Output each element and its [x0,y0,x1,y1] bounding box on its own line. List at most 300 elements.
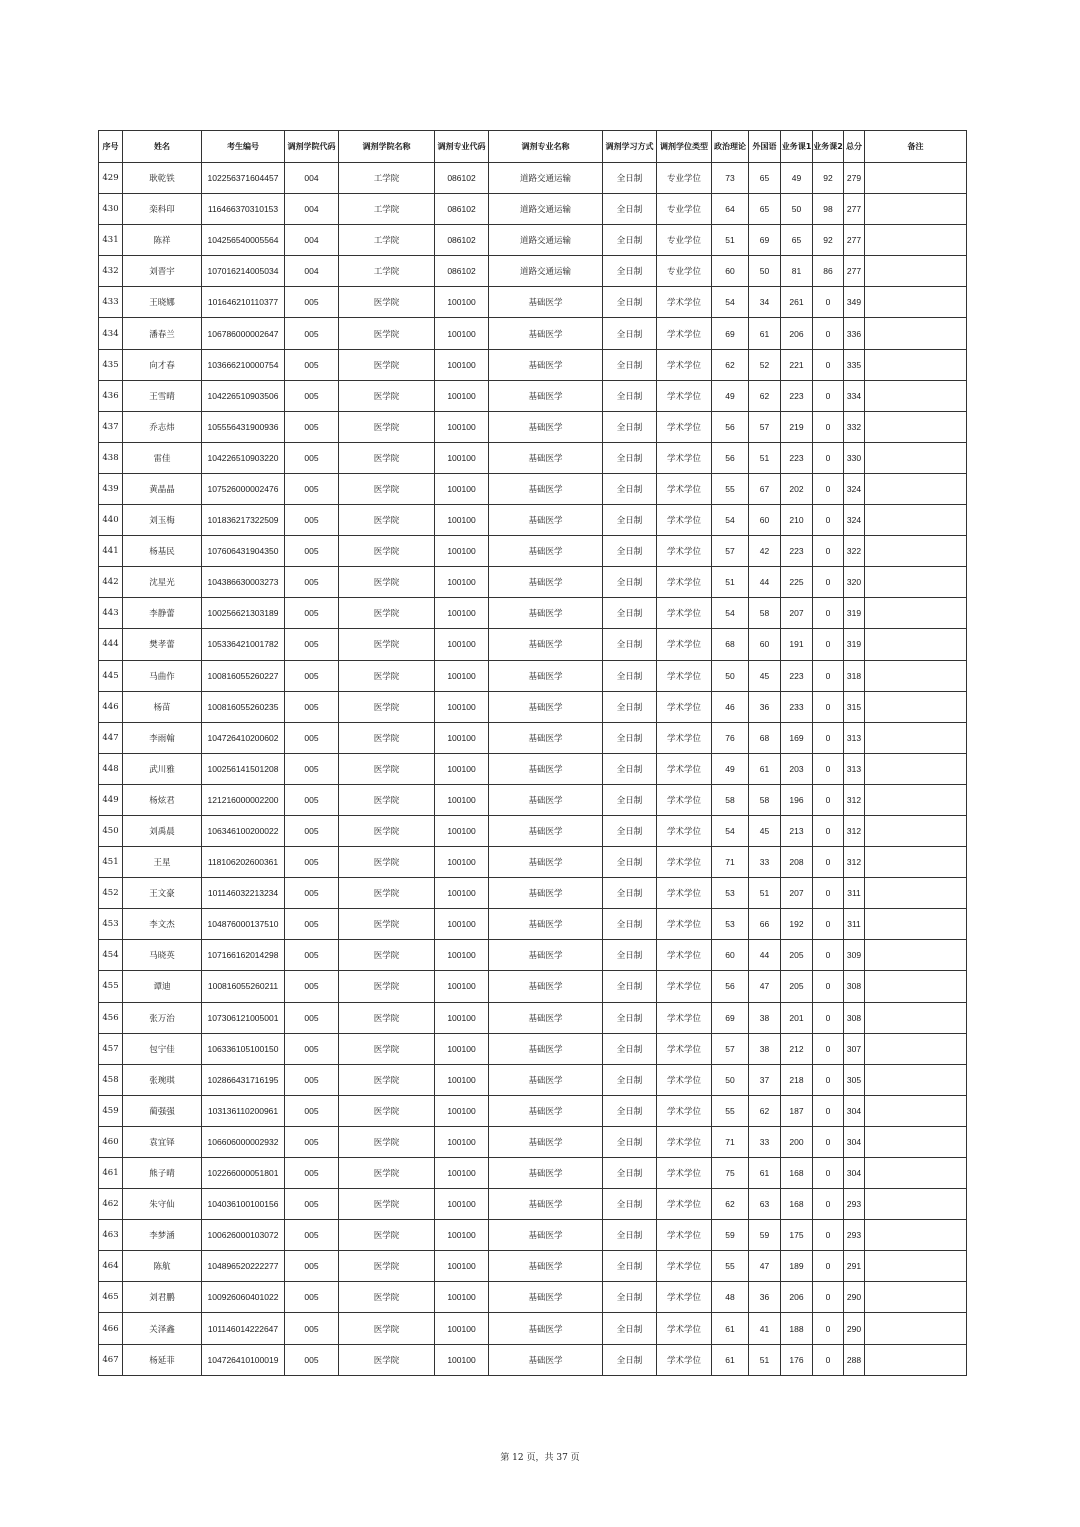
seq-cell: 441 [99,536,123,567]
course2-cell: 0 [813,1189,844,1220]
course1-cell: 205 [781,940,813,971]
foreign-language-cell: 36 [749,1282,781,1313]
course1-cell: 233 [781,691,813,722]
table-row [99,505,967,536]
table-row [99,1220,967,1251]
course1-cell: 219 [781,411,813,442]
course1-cell: 192 [781,909,813,940]
admission-table [98,130,967,1376]
name-cell: 杨炫君 [123,784,202,815]
degree-type-cell: 学术学位 [657,629,712,660]
seq-cell: 463 [99,1220,123,1251]
course2-cell: 98 [813,194,844,225]
politics-cell: 73 [712,163,749,194]
course1-cell: 168 [781,1189,813,1220]
exam-id-cell: 101146014222647 [202,1313,285,1344]
remark-cell [865,349,967,380]
politics-cell: 50 [712,1064,749,1095]
study-mode-cell: 全日制 [603,473,657,504]
header-cell: 备注 [865,131,967,163]
college-name-cell: 医学院 [339,380,435,411]
politics-cell: 51 [712,567,749,598]
course1-cell: 206 [781,1282,813,1313]
college-code-cell: 005 [285,411,339,442]
table-row [99,1033,967,1064]
study-mode-cell: 全日制 [603,318,657,349]
remark-cell [865,598,967,629]
politics-cell: 76 [712,722,749,753]
major-name-cell: 基础医学 [489,536,603,567]
college-code-cell: 005 [285,784,339,815]
name-cell: 潘春兰 [123,318,202,349]
study-mode-cell: 全日制 [603,411,657,442]
study-mode-cell: 全日制 [603,878,657,909]
name-cell: 向才春 [123,349,202,380]
foreign-language-cell: 51 [749,442,781,473]
table-row [99,753,967,784]
foreign-language-cell: 38 [749,1033,781,1064]
major-name-cell: 基础医学 [489,878,603,909]
study-mode-cell: 全日制 [603,1033,657,1064]
total-cell: 308 [844,971,865,1002]
politics-cell: 53 [712,878,749,909]
major-name-cell: 基础医学 [489,349,603,380]
degree-type-cell: 学术学位 [657,411,712,442]
politics-cell: 55 [712,473,749,504]
seq-cell: 457 [99,1033,123,1064]
course1-cell: 81 [781,256,813,287]
remark-cell [865,1251,967,1282]
table-row [99,847,967,878]
table-row [99,1064,967,1095]
college-name-cell: 医学院 [339,287,435,318]
foreign-language-cell: 38 [749,1002,781,1033]
college-code-cell: 005 [285,1282,339,1313]
college-name-cell: 医学院 [339,753,435,784]
study-mode-cell: 全日制 [603,536,657,567]
total-cell: 313 [844,753,865,784]
major-name-cell: 基础医学 [489,722,603,753]
politics-cell: 50 [712,660,749,691]
degree-type-cell: 专业学位 [657,225,712,256]
major-code-cell: 100100 [435,660,489,691]
foreign-language-cell: 63 [749,1189,781,1220]
major-code-cell: 100100 [435,1158,489,1189]
total-cell: 312 [844,784,865,815]
table-row [99,380,967,411]
college-code-cell: 005 [285,318,339,349]
study-mode-cell: 全日制 [603,722,657,753]
seq-cell: 443 [99,598,123,629]
foreign-language-cell: 61 [749,753,781,784]
name-cell: 马曲作 [123,660,202,691]
exam-id-cell: 101146032213234 [202,878,285,909]
college-code-cell: 005 [285,1158,339,1189]
course2-cell: 0 [813,909,844,940]
college-name-cell: 医学院 [339,629,435,660]
major-name-cell: 基础医学 [489,1344,603,1375]
total-cell: 334 [844,380,865,411]
politics-cell: 60 [712,256,749,287]
politics-cell: 59 [712,1220,749,1251]
major-code-cell: 100100 [435,1189,489,1220]
total-cell: 279 [844,163,865,194]
course2-cell: 0 [813,598,844,629]
degree-type-cell: 学术学位 [657,753,712,784]
total-cell: 291 [844,1251,865,1282]
college-name-cell: 医学院 [339,1344,435,1375]
course1-cell: 213 [781,815,813,846]
seq-cell: 467 [99,1344,123,1375]
major-name-cell: 基础医学 [489,505,603,536]
course1-cell: 49 [781,163,813,194]
total-cell: 309 [844,940,865,971]
politics-cell: 54 [712,505,749,536]
course2-cell: 0 [813,1282,844,1313]
foreign-language-cell: 44 [749,567,781,598]
college-code-cell: 004 [285,194,339,225]
college-code-cell: 005 [285,505,339,536]
degree-type-cell: 学术学位 [657,536,712,567]
table-body [99,163,967,1376]
exam-id-cell: 103136110200961 [202,1095,285,1126]
remark-cell [865,815,967,846]
course2-cell: 0 [813,411,844,442]
politics-cell: 55 [712,1251,749,1282]
name-cell: 李文杰 [123,909,202,940]
degree-type-cell: 学术学位 [657,1126,712,1157]
course2-cell: 0 [813,971,844,1002]
foreign-language-cell: 44 [749,940,781,971]
exam-id-cell: 100926060401022 [202,1282,285,1313]
major-code-cell: 100100 [435,287,489,318]
course1-cell: 175 [781,1220,813,1251]
college-code-cell: 004 [285,225,339,256]
major-name-cell: 道路交通运输 [489,163,603,194]
college-name-cell: 医学院 [339,598,435,629]
college-code-cell: 005 [285,380,339,411]
total-cell: 311 [844,878,865,909]
table-row [99,1251,967,1282]
exam-id-cell: 100626000103072 [202,1220,285,1251]
table-row [99,1095,967,1126]
college-code-cell: 005 [285,940,339,971]
course2-cell: 0 [813,629,844,660]
foreign-language-cell: 47 [749,1251,781,1282]
foreign-language-cell: 45 [749,815,781,846]
remark-cell [865,442,967,473]
course2-cell: 0 [813,318,844,349]
exam-id-cell: 107606431904350 [202,536,285,567]
college-name-cell: 医学院 [339,691,435,722]
degree-type-cell: 学术学位 [657,1158,712,1189]
name-cell: 关泽鑫 [123,1313,202,1344]
college-code-cell: 005 [285,349,339,380]
major-code-cell: 100100 [435,1064,489,1095]
course2-cell: 0 [813,349,844,380]
politics-cell: 57 [712,1033,749,1064]
degree-type-cell: 学术学位 [657,1251,712,1282]
degree-type-cell: 学术学位 [657,567,712,598]
study-mode-cell: 全日制 [603,815,657,846]
name-cell: 王晓娜 [123,287,202,318]
table-row [99,1002,967,1033]
foreign-language-cell: 47 [749,971,781,1002]
college-code-cell: 005 [285,473,339,504]
major-code-cell: 100100 [435,473,489,504]
table-row [99,287,967,318]
study-mode-cell: 全日制 [603,1282,657,1313]
seq-cell: 444 [99,629,123,660]
major-name-cell: 基础医学 [489,660,603,691]
degree-type-cell: 学术学位 [657,442,712,473]
table-row [99,442,967,473]
college-name-cell: 医学院 [339,1033,435,1064]
remark-cell [865,1095,967,1126]
remark-cell [865,940,967,971]
total-cell: 322 [844,536,865,567]
seq-cell: 450 [99,815,123,846]
college-name-cell: 医学院 [339,1189,435,1220]
exam-id-cell: 101646210110377 [202,287,285,318]
course2-cell: 92 [813,163,844,194]
total-cell: 336 [844,318,865,349]
politics-cell: 53 [712,909,749,940]
exam-id-cell: 100816055260235 [202,691,285,722]
seq-cell: 447 [99,722,123,753]
major-name-cell: 基础医学 [489,1313,603,1344]
remark-cell [865,1313,967,1344]
college-name-cell: 医学院 [339,1002,435,1033]
foreign-language-cell: 52 [749,349,781,380]
major-name-cell: 道路交通运输 [489,225,603,256]
college-name-cell: 医学院 [339,1251,435,1282]
name-cell: 李雨翰 [123,722,202,753]
study-mode-cell: 全日制 [603,629,657,660]
college-code-cell: 005 [285,442,339,473]
seq-cell: 434 [99,318,123,349]
college-name-cell: 工学院 [339,256,435,287]
college-name-cell: 医学院 [339,536,435,567]
politics-cell: 56 [712,411,749,442]
course1-cell: 189 [781,1251,813,1282]
major-name-cell: 基础医学 [489,815,603,846]
college-name-cell: 医学院 [339,971,435,1002]
study-mode-cell: 全日制 [603,971,657,1002]
total-cell: 319 [844,598,865,629]
foreign-language-cell: 60 [749,505,781,536]
name-cell: 杨基民 [123,536,202,567]
course1-cell: 225 [781,567,813,598]
course1-cell: 221 [781,349,813,380]
degree-type-cell: 学术学位 [657,1344,712,1375]
degree-type-cell: 学术学位 [657,380,712,411]
total-cell: 290 [844,1313,865,1344]
course2-cell: 0 [813,940,844,971]
study-mode-cell: 全日制 [603,287,657,318]
total-cell: 277 [844,256,865,287]
foreign-language-cell: 60 [749,629,781,660]
exam-id-cell: 106606000002932 [202,1126,285,1157]
header-cell: 业务课1 [781,131,813,163]
header-cell: 调剂专业代码 [435,131,489,163]
header-cell: 考生编号 [202,131,285,163]
exam-id-cell: 100256141501208 [202,753,285,784]
exam-id-cell: 106786000002647 [202,318,285,349]
college-code-cell: 005 [285,1064,339,1095]
seq-cell: 452 [99,878,123,909]
major-name-cell: 基础医学 [489,318,603,349]
total-cell: 290 [844,1282,865,1313]
remark-cell [865,1220,967,1251]
course1-cell: 207 [781,878,813,909]
study-mode-cell: 全日制 [603,660,657,691]
seq-cell: 437 [99,411,123,442]
header-cell: 调剂学院名称 [339,131,435,163]
college-code-cell: 005 [285,847,339,878]
major-name-cell: 基础医学 [489,1282,603,1313]
total-cell: 332 [844,411,865,442]
degree-type-cell: 学术学位 [657,473,712,504]
table-row [99,1158,967,1189]
politics-cell: 62 [712,1189,749,1220]
foreign-language-cell: 58 [749,784,781,815]
study-mode-cell: 全日制 [603,1344,657,1375]
foreign-language-cell: 50 [749,256,781,287]
seq-cell: 429 [99,163,123,194]
major-name-cell: 基础医学 [489,1126,603,1157]
degree-type-cell: 学术学位 [657,909,712,940]
major-code-cell: 100100 [435,971,489,1002]
major-code-cell: 100100 [435,629,489,660]
politics-cell: 56 [712,442,749,473]
politics-cell: 49 [712,380,749,411]
degree-type-cell: 学术学位 [657,318,712,349]
college-name-cell: 医学院 [339,567,435,598]
foreign-language-cell: 61 [749,1158,781,1189]
exam-id-cell: 106336105100150 [202,1033,285,1064]
major-code-cell: 100100 [435,411,489,442]
course2-cell: 0 [813,815,844,846]
major-code-cell: 086102 [435,256,489,287]
name-cell: 刘君鹏 [123,1282,202,1313]
foreign-language-cell: 69 [749,225,781,256]
degree-type-cell: 学术学位 [657,1002,712,1033]
exam-id-cell: 107166162014298 [202,940,285,971]
major-code-cell: 100100 [435,784,489,815]
remark-cell [865,971,967,1002]
remark-cell [865,194,967,225]
college-name-cell: 医学院 [339,1282,435,1313]
table-row [99,349,967,380]
politics-cell: 54 [712,598,749,629]
name-cell: 杨苗 [123,691,202,722]
name-cell: 杨延菲 [123,1344,202,1375]
foreign-language-cell: 66 [749,909,781,940]
study-mode-cell: 全日制 [603,784,657,815]
table-row [99,1126,967,1157]
seq-cell: 455 [99,971,123,1002]
course1-cell: 207 [781,598,813,629]
major-code-cell: 100100 [435,940,489,971]
major-name-cell: 基础医学 [489,1220,603,1251]
name-cell: 熊子晴 [123,1158,202,1189]
study-mode-cell: 全日制 [603,163,657,194]
degree-type-cell: 学术学位 [657,660,712,691]
foreign-language-cell: 62 [749,380,781,411]
table-row [99,598,967,629]
college-name-cell: 医学院 [339,1158,435,1189]
seq-cell: 445 [99,660,123,691]
total-cell: 315 [844,691,865,722]
table-row [99,878,967,909]
exam-id-cell: 104896520222277 [202,1251,285,1282]
major-name-cell: 基础医学 [489,567,603,598]
course1-cell: 218 [781,1064,813,1095]
college-name-cell: 医学院 [339,1313,435,1344]
politics-cell: 49 [712,753,749,784]
header-cell: 总分 [844,131,865,163]
remark-cell [865,380,967,411]
politics-cell: 75 [712,1158,749,1189]
table-row [99,473,967,504]
college-code-cell: 005 [285,1095,339,1126]
course1-cell: 168 [781,1158,813,1189]
degree-type-cell: 学术学位 [657,940,712,971]
total-cell: 330 [844,442,865,473]
name-cell: 黄晶晶 [123,473,202,504]
header-cell: 调剂学习方式 [603,131,657,163]
header-cell: 业务课2 [813,131,844,163]
foreign-language-cell: 65 [749,194,781,225]
table-row [99,691,967,722]
remark-cell [865,629,967,660]
foreign-language-cell: 33 [749,1126,781,1157]
table-row [99,536,967,567]
course1-cell: 187 [781,1095,813,1126]
major-code-cell: 100100 [435,536,489,567]
foreign-language-cell: 34 [749,287,781,318]
foreign-language-cell: 62 [749,1095,781,1126]
politics-cell: 54 [712,287,749,318]
header-cell: 政治理论 [712,131,749,163]
college-code-cell: 005 [285,629,339,660]
major-code-cell: 100100 [435,1033,489,1064]
total-cell: 311 [844,909,865,940]
study-mode-cell: 全日制 [603,940,657,971]
exam-id-cell: 105556431900936 [202,411,285,442]
total-cell: 324 [844,473,865,504]
politics-cell: 62 [712,349,749,380]
total-cell: 308 [844,1002,865,1033]
remark-cell [865,784,967,815]
degree-type-cell: 专业学位 [657,256,712,287]
seq-cell: 454 [99,940,123,971]
table-header-row [99,131,967,163]
politics-cell: 64 [712,194,749,225]
remark-cell [865,1002,967,1033]
table-row [99,567,967,598]
politics-cell: 51 [712,225,749,256]
table-row [99,940,967,971]
name-cell: 雷佳 [123,442,202,473]
major-name-cell: 基础医学 [489,847,603,878]
degree-type-cell: 学术学位 [657,691,712,722]
college-name-cell: 医学院 [339,909,435,940]
seq-cell: 460 [99,1126,123,1157]
name-cell: 袁宜铎 [123,1126,202,1157]
degree-type-cell: 学术学位 [657,349,712,380]
